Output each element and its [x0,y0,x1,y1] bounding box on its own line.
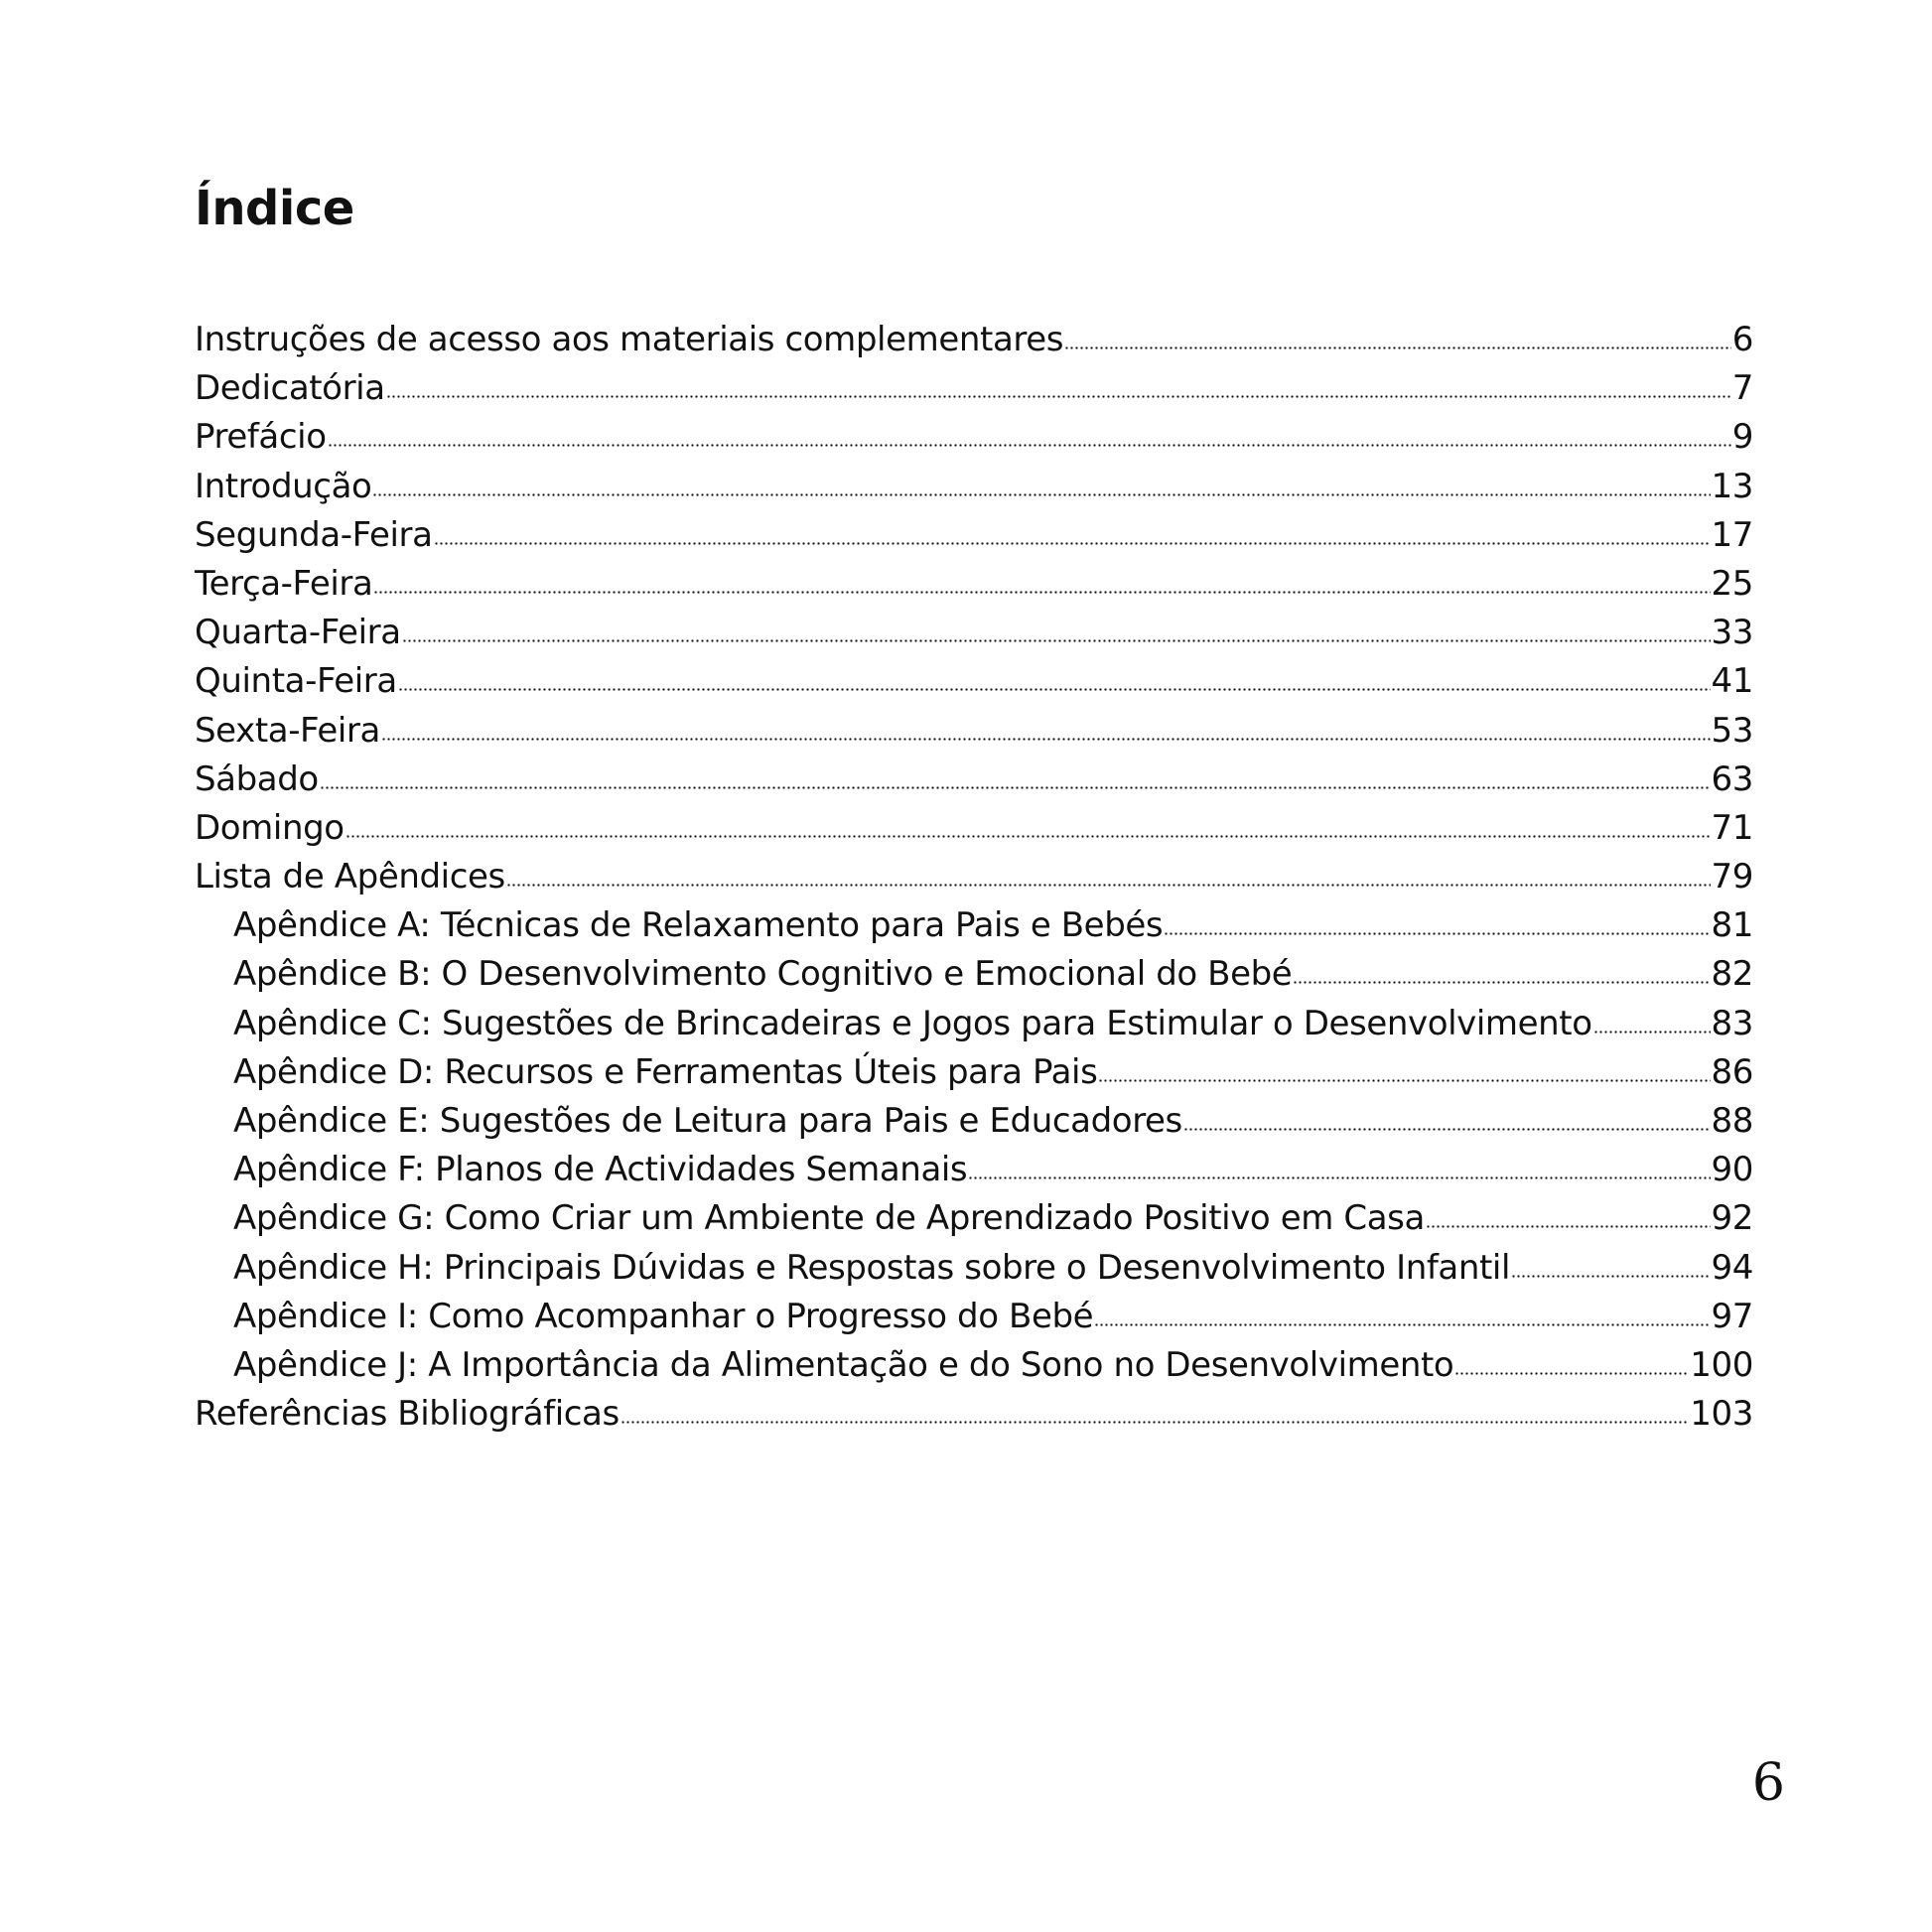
toc-entry-label: Dedicatória [195,368,385,409]
toc-entry[interactable] [195,1390,1753,1439]
page-number: 6 [1751,1753,1785,1813]
toc-entry-label: Apêndice F: Planos de Actividades Semanais [233,1150,968,1190]
toc-entry-label: Apêndice A: Técnicas de Relaxamento para Pais e Bebés [233,905,1164,946]
toc-entry-label: Apêndice E: Sugestões de Leitura para Pais e Educadores [233,1101,1182,1141]
toc-entry-label: Referências Bibliográficas [195,1394,620,1435]
toc-entry[interactable] [195,463,1753,511]
dot-leader [381,738,1711,741]
toc-entry-label: Domingo [195,807,345,848]
toc-list [195,316,1753,1439]
toc-entry-label: Apêndice D: Recursos e Ferramentas Úteis para Pais [233,1051,1098,1092]
toc-entry-label: Quarta-Feira [195,613,401,653]
toc-entry-page: 41 [1711,661,1753,702]
toc-entry[interactable] [195,1146,1753,1194]
toc-entry-page: 81 [1711,905,1753,946]
toc-entry-label: Segunda-Feira [195,514,433,555]
toc-entry-page: 88 [1711,1101,1753,1141]
dot-leader [1454,1372,1689,1375]
toc-entry-label: Apêndice C: Sugestões de Brincadeiras e Jogos para Estimular o Desenvolvimento [233,1003,1592,1043]
toc-entry-page: 9 [1731,417,1753,458]
toc-entry-page: 7 [1731,368,1753,409]
toc-entry[interactable] [195,413,1753,462]
dot-leader [1098,1079,1710,1082]
toc-entry-label: Apêndice J: A Importância da Alimentação e do Sono no Desenvolvimento [233,1344,1454,1385]
toc-entry-label: Terça-Feira [195,563,373,604]
toc-entry-page: 17 [1711,514,1753,555]
toc-entry[interactable] [195,901,1753,950]
toc-entry[interactable] [195,1341,1753,1390]
toc-entry-page: 71 [1711,807,1753,848]
toc-entry[interactable] [195,950,1753,999]
dot-leader [1094,1323,1710,1326]
toc-entry[interactable] [195,1097,1753,1146]
toc-entry-label: Instruções de acesso aos materiais complementares [195,320,1064,359]
toc-title: Índice [195,181,354,236]
toc-entry-label: Prefácio [195,417,327,458]
toc-entry-page: 86 [1711,1051,1753,1092]
dot-leader [398,688,1711,691]
dot-leader [621,1421,1689,1424]
toc-entry-label: Introdução [195,466,372,506]
dot-leader [1293,981,1710,984]
dot-leader [1064,346,1731,349]
dot-leader [1426,1225,1711,1228]
dot-leader [1183,1128,1711,1131]
dot-leader [386,395,1731,398]
toc-entry-page: 33 [1711,613,1753,653]
dot-leader [506,884,1711,887]
toc-entry[interactable] [195,364,1753,413]
toc-entry-label: Sábado [195,759,319,799]
toc-entry[interactable] [195,1244,1753,1293]
toc-entry-page: 92 [1711,1198,1753,1239]
toc-entry-page: 94 [1711,1247,1753,1288]
toc-entry-label: Quinta-Feira [195,661,397,702]
toc-entry-page: 83 [1711,1003,1753,1043]
toc-entry[interactable] [195,707,1753,756]
toc-entry-label: Apêndice I: Como Acompanhar o Progresso do Bebé [233,1296,1094,1336]
dot-leader [372,493,1710,496]
toc-entry-label: Apêndice G: Como Criar um Ambiente de Aprendizado Positivo em Casa [233,1198,1425,1239]
toc-entry-page: 63 [1711,759,1753,799]
dot-leader [1511,1275,1711,1278]
dot-leader [434,542,1711,545]
dot-leader [1164,932,1710,935]
toc-entry[interactable] [195,1293,1753,1341]
dot-leader [968,1176,1710,1179]
toc-entry-label: Apêndice H: Principais Dúvidas e Respostas sobre o Desenvolvimento Infantil [233,1247,1511,1288]
dot-leader [345,835,1711,838]
toc-entry[interactable] [195,511,1753,560]
toc-entry[interactable] [195,1194,1753,1243]
toc-entry[interactable] [195,756,1753,804]
dot-leader [328,444,1731,447]
toc-entry-page: 6 [1731,320,1753,359]
toc-entry-page: 25 [1711,563,1753,604]
toc-entry-page: 79 [1711,857,1753,897]
toc-entry-label: Lista de Apêndices [195,857,505,897]
toc-entry[interactable] [195,657,1753,706]
toc-entry-label: Sexta-Feira [195,710,380,751]
toc-entry[interactable] [195,804,1753,853]
toc-entry-page: 53 [1711,710,1753,751]
toc-entry-label: Apêndice B: O Desenvolvimento Cognitivo e Emocional do Bebé [233,954,1293,995]
toc-entry-page: 97 [1711,1296,1753,1336]
dot-leader [402,639,1711,642]
toc-entry-page: 103 [1690,1394,1753,1435]
toc-entry[interactable] [195,560,1753,609]
dot-leader [373,591,1710,594]
toc-entry-page: 13 [1711,466,1753,506]
toc-entry[interactable] [195,609,1753,657]
toc-entry[interactable] [195,1048,1753,1097]
toc-entry[interactable] [195,853,1753,901]
toc-entry[interactable] [195,1000,1753,1048]
dot-leader [320,786,1711,789]
toc-entry[interactable] [195,316,1753,364]
dot-leader [1593,1031,1711,1034]
toc-entry-page: 90 [1711,1150,1753,1190]
toc-entry-page: 100 [1690,1344,1753,1385]
toc-entry-page: 82 [1711,954,1753,995]
